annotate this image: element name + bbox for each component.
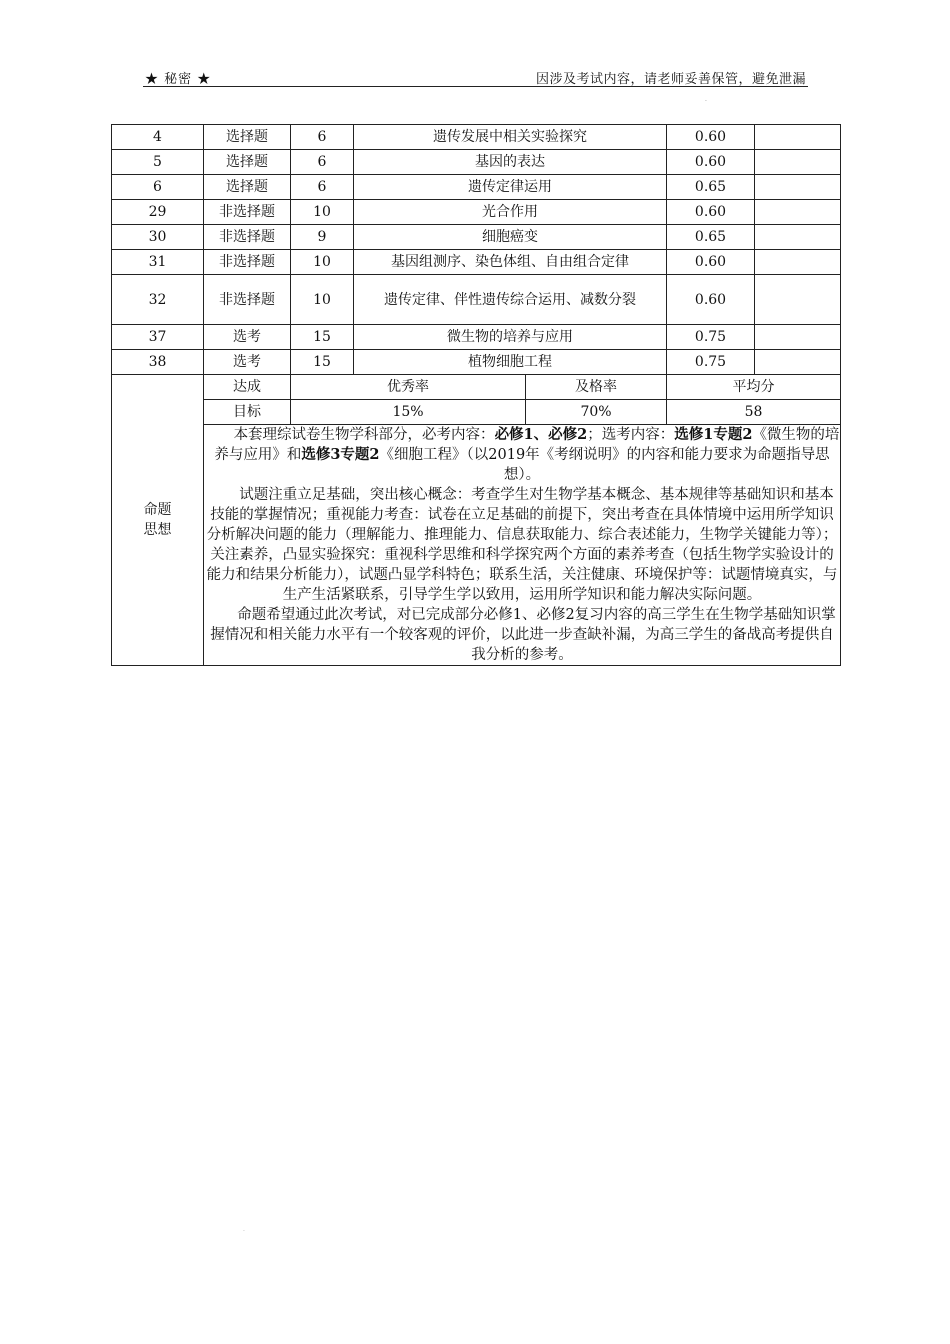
question-extra bbox=[755, 350, 841, 375]
thought-p1-bold-1: 必修1、必修2 bbox=[494, 426, 588, 443]
question-extra bbox=[755, 200, 841, 225]
question-difficulty: 0.75 bbox=[667, 325, 755, 350]
question-difficulty: 0.60 bbox=[667, 275, 755, 325]
question-type: 选择题 bbox=[204, 125, 291, 150]
pass-rate-value: 70% bbox=[526, 400, 667, 425]
question-type: 选择题 bbox=[204, 175, 291, 200]
exam-analysis-table bbox=[111, 124, 841, 666]
question-number: 4 bbox=[112, 125, 204, 150]
targets-label-line1: 达成 bbox=[204, 375, 291, 400]
question-difficulty: 0.60 bbox=[667, 150, 755, 175]
question-number: 31 bbox=[112, 250, 204, 275]
question-extra bbox=[755, 125, 841, 150]
question-topic: 光合作用 bbox=[354, 200, 667, 225]
question-score: 6 bbox=[291, 125, 354, 150]
average-score-value: 58 bbox=[667, 400, 841, 425]
question-topic: 遗传发展中相关实验探究 bbox=[354, 125, 667, 150]
stray-dot: . bbox=[705, 96, 707, 103]
question-extra bbox=[755, 250, 841, 275]
table-row bbox=[112, 250, 841, 275]
table-row bbox=[112, 125, 841, 150]
stray-dot-footer: . bbox=[243, 1226, 245, 1233]
question-difficulty: 0.60 bbox=[667, 200, 755, 225]
thought-content bbox=[204, 425, 841, 666]
question-score: 6 bbox=[291, 150, 354, 175]
question-score: 10 bbox=[291, 250, 354, 275]
question-type: 非选择题 bbox=[204, 275, 291, 325]
question-number: 6 bbox=[112, 175, 204, 200]
question-difficulty: 0.75 bbox=[667, 350, 755, 375]
question-score: 15 bbox=[291, 325, 354, 350]
thought-p1-bold-2: 选修1专题2 bbox=[674, 426, 753, 443]
question-topic: 基因组测序、染色体组、自由组合定律 bbox=[354, 250, 667, 275]
thought-p1-bold-3: 选修3专题2 bbox=[301, 446, 380, 463]
question-score: 10 bbox=[291, 275, 354, 325]
thought-p1-text-1: 本套理综试卷生物学科部分，必考内容： bbox=[233, 427, 495, 443]
question-extra bbox=[755, 225, 841, 250]
question-number: 30 bbox=[112, 225, 204, 250]
average-score-label: 平均分 bbox=[667, 375, 841, 400]
targets-value-row bbox=[112, 400, 841, 425]
question-difficulty: 0.60 bbox=[667, 125, 755, 150]
confidential-mark: ★ 秘密 ★ bbox=[145, 72, 212, 87]
page-header bbox=[143, 66, 808, 87]
question-topic: 遗传定律运用 bbox=[354, 175, 667, 200]
question-number: 5 bbox=[112, 150, 204, 175]
question-difficulty: 0.65 bbox=[667, 225, 755, 250]
table-row bbox=[112, 200, 841, 225]
question-extra bbox=[755, 275, 841, 325]
thought-p1-text-3: 《微生物的培养与应用》和 bbox=[214, 427, 840, 463]
targets-header-row bbox=[112, 375, 841, 400]
question-score: 15 bbox=[291, 350, 354, 375]
question-extra bbox=[755, 175, 841, 200]
excellent-rate-label: 优秀率 bbox=[291, 375, 526, 400]
question-type: 选考 bbox=[204, 350, 291, 375]
table-row bbox=[112, 275, 841, 325]
question-extra bbox=[755, 325, 841, 350]
question-score: 10 bbox=[291, 200, 354, 225]
question-difficulty: 0.60 bbox=[667, 250, 755, 275]
thought-paragraph-2: 试题注重立足基础，突出核心概念：考查学生对生物学基本概念、基本规律等基础知识和基本技能的掌握情况；重视能力考查：试卷在立足基础的前提下，突出考查在具体情境中运用所学知识分析解决问题的能力（理解能力、推理能力、信息获取能力、综合表述能力，生物学关键能力等）；关注素养，凸显实验探究：重视科学思维和科学探究两个方面的素养考查（包括生物学实验设计的能力和结果分析能力），试题凸显学科特色；联系生活，关注健康、环境保护等：试题情境真实，与生产生活紧联系，引导学生学以致用，运用所学知识和能力解决实际问题。 bbox=[206, 487, 838, 603]
pass-rate-label: 及格率 bbox=[526, 375, 667, 400]
thought-label-line2: 思想 bbox=[143, 522, 172, 538]
question-type: 选择题 bbox=[204, 150, 291, 175]
question-topic: 遗传定律、伴性遗传综合运用、减数分裂 bbox=[354, 275, 667, 325]
question-type: 非选择题 bbox=[204, 250, 291, 275]
question-topic: 基因的表达 bbox=[354, 150, 667, 175]
thought-paragraph-3: 命题希望通过此次考试，对已完成部分必修1、必修2复习内容的高三学生在生物学基础知识掌握情况和相关能力水平有一个较客观的评价，以此进一步查缺补漏，为高三学生的备战高考提供自我分析的参考。 bbox=[210, 607, 836, 663]
table-row bbox=[112, 150, 841, 175]
table-row bbox=[112, 350, 841, 375]
thought-paragraph-1 bbox=[204, 425, 840, 485]
question-extra bbox=[755, 150, 841, 175]
table-row bbox=[112, 175, 841, 200]
question-topic: 细胞癌变 bbox=[354, 225, 667, 250]
targets-label-line2: 目标 bbox=[204, 400, 291, 425]
excellent-rate-value: 15% bbox=[291, 400, 526, 425]
question-topic: 微生物的培养与应用 bbox=[354, 325, 667, 350]
thought-label-line1: 命题 bbox=[143, 502, 172, 518]
question-type: 非选择题 bbox=[204, 200, 291, 225]
table-row bbox=[112, 225, 841, 250]
thought-row bbox=[112, 425, 841, 666]
question-number: 29 bbox=[112, 200, 204, 225]
thought-label bbox=[112, 375, 204, 666]
question-topic: 植物细胞工程 bbox=[354, 350, 667, 375]
question-number: 32 bbox=[112, 275, 204, 325]
question-difficulty: 0.65 bbox=[667, 175, 755, 200]
question-score: 6 bbox=[291, 175, 354, 200]
thought-p1-text-4: 《细胞工程》（以2019年《考纲说明》的内容和能力要求为命题指导思想）。 bbox=[379, 447, 830, 483]
thought-p1-text-2: ；选考内容： bbox=[587, 427, 675, 443]
question-type: 非选择题 bbox=[204, 225, 291, 250]
question-type: 选考 bbox=[204, 325, 291, 350]
confidential-notice: 因涉及考试内容，请老师妥善保管，避免泄漏 bbox=[535, 72, 806, 87]
question-score: 9 bbox=[291, 225, 354, 250]
question-number: 37 bbox=[112, 325, 204, 350]
table-row bbox=[112, 325, 841, 350]
question-number: 38 bbox=[112, 350, 204, 375]
